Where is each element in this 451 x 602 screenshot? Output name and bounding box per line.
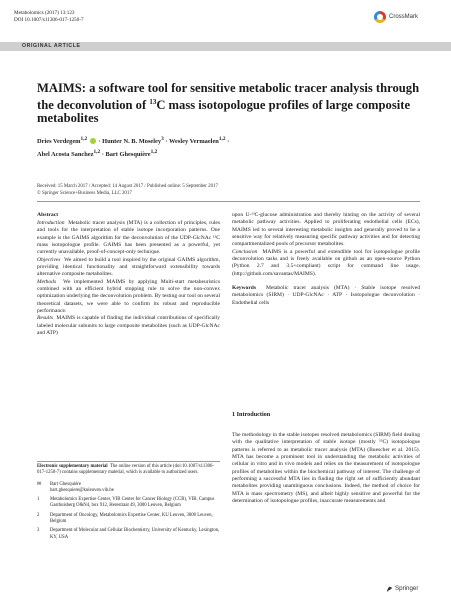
crossmark-icon	[374, 11, 386, 23]
introduction-text: The methodology in the stable isotopes resolved metabolomics (SIRM) field dealing with the qualitative interpretation of stable isotope (mostly ¹³C) isotopologue patterns is referred to as metabolic tracer analysis (MTA) (Buescher et al. 2015). MTA has become a prominent tool in understanding the metabolic activities of cellular in vitro and in vivo models and relies on the measurement of isotopologue profiles of metabolites within the biochemical pathway of interest. The challenge of performing a successful MTA lies in finding the right set of sufficiently abundant metabolites providing unambiguous conclusions. Indeed, the method of choice for MTA is mass spectrometry (MS), and albeit highly sensitive and powerful for the determination of isotopologue profiles, inaccurate measurements and	[232, 432, 420, 505]
envelope-icon: ✉	[37, 481, 41, 487]
abstract-results-continued: upon U-¹³C-glucose administration and thereby hinting on the activity of several metabolic pathway activities. Applied to proliferating endothelial cells (ECs), MAIMS led to several interesting metabolic insights and generally proved to be a sensitive way for relatively measuring specific pathway activities and for detecting compartmentalized pools of precursor metabolites.	[232, 212, 420, 248]
affiliation	[37, 513, 220, 526]
publisher-name: Springer	[395, 585, 419, 592]
abstract-label: Methods	[37, 278, 57, 285]
springer-horse-icon	[386, 586, 393, 592]
crossmark-badge[interactable]	[374, 10, 436, 24]
corresponding-name: Bart Ghesquière	[50, 481, 81, 487]
publisher-logo	[386, 585, 418, 592]
abstract-methods	[37, 279, 220, 316]
corresponding-details	[50, 482, 220, 495]
esm-label: Electronic supplementary material	[37, 464, 108, 469]
abstract-text: MAIMS is a powerful and extendible tool for isotopologue profile deconvolution tasks and is freely available on github as an open-source Python (Python 2.7 and 3.5+compliant) script for command line usage. (http://github.com/savantas/MAIMS).	[232, 248, 420, 277]
author-affil: 1,2	[218, 136, 226, 142]
author-link[interactable]: Dries Verdegem	[37, 138, 81, 146]
abstract-heading: Abstract	[37, 212, 59, 218]
doi-line: DOI 10.1007/s11306-017-1250-7	[14, 16, 84, 23]
header-divider	[37, 201, 420, 202]
abstract-label: Introduction	[37, 219, 65, 226]
corresponding-email[interactable]: bart.ghesquiere@kuleuven.vib.be	[50, 487, 114, 493]
author-link[interactable]: Abel Acosta Sanchez	[37, 151, 94, 159]
abstract-objectives	[37, 257, 220, 279]
abstract-text: We aimed to build a tool inspired by the original GAIMS algorithm, providing identical functionality and straightforward extensibility towards alternative composite metabolites.	[37, 256, 220, 278]
abstract-introduction	[37, 220, 220, 257]
affiliation-text: Metabolomics Expertise Center, VIB Center for Cancer Biology (CCB), VIB, Campus Gasthuisberg O&N4, box 912, Herestraat 49, 3000 Leuven, Belgium	[50, 497, 215, 509]
affiliation-number: 2	[37, 512, 40, 518]
abstract-results	[37, 315, 220, 337]
affiliation-number: 3	[37, 528, 40, 534]
author-link[interactable]: · Wesley Vermaelen	[163, 138, 219, 146]
keywords-label: Keywords	[232, 285, 257, 292]
footnote-divider	[37, 461, 220, 462]
author-separator: ·	[225, 138, 230, 146]
journal-header	[14, 10, 84, 23]
keywords-text: Metabolic tracer analysis (MTA) · Stable isotope resolved metabolomics (SIRM) · UDP-GlcNAc · ATP · Isotopologue deconvolution · Endothelial cells	[232, 285, 420, 306]
publication-dates	[37, 183, 417, 197]
abstract-right-column	[232, 212, 420, 307]
abstract-label: Conclusion	[232, 248, 258, 255]
affiliation	[37, 497, 220, 510]
abstract-text: We implemented MAIMS by applying Multi-start metaheuristics combined with an efficient hybrid stopping rule to solve the non-convex optimization underlying the deconvolution problem. By testing our tool on several theoretical datasets, we were able to confirm its robust and reproducible performance.	[37, 278, 220, 314]
affiliation-text: Department of Oncology, Metabolomics Expertise Center, KU Leuven, 3000 Leuven, Belgium	[50, 512, 213, 525]
crossmark-label: CrossMark	[389, 14, 419, 20]
history-line: Received: 15 March 2017 / Accepted: 14 August 2017 / Published online: 5 September 2017	[37, 184, 218, 189]
title-superscript: 13	[149, 97, 157, 106]
copyright-line: © Springer Science+Business Media, LLC 2017	[37, 191, 132, 196]
article-title	[37, 82, 437, 126]
keywords	[232, 285, 420, 307]
abstract-label: Objectives	[37, 256, 61, 263]
esm-note	[37, 464, 220, 477]
author-affil: 1,2	[150, 149, 158, 156]
affiliation-text: Department of Molecular and Cellular Biochemistry, University of Kentucky, Lexington, KY, USA	[50, 528, 220, 540]
abstract-left-column	[37, 212, 220, 337]
abstract-text: Metabolic tracer analysis (MTA) is a collection of principles, rules and tools for the interpretation of stable isotope incorporation patterns. One example is the GAIMS algorithm for the deconvolution of the UDP-GlcNAc ¹³C mass isotopologue profile. GAIMS has been presented as a powerful, yet currently unavailable, proof-of-concept-only technique.	[37, 219, 221, 256]
title-part-2: C mass isotopologue profiles of large composite metabolites	[37, 97, 411, 126]
article-type-label: ORIGINAL ARTICLE	[22, 43, 81, 49]
author-list	[37, 134, 417, 160]
author-affil: 1,2	[80, 136, 88, 142]
author-link[interactable]: · Bart Ghesquière	[100, 151, 151, 159]
orcid-icon[interactable]	[90, 138, 96, 144]
esm-text[interactable]: The online version of this article (doi:10.1007/s11306-017-1250-7) contains supplementary material, which is available to authorized users.	[37, 464, 214, 476]
affiliation-number: 1	[37, 497, 40, 503]
journal-citation: Metabolomics (2017) 13:123	[14, 10, 75, 16]
abstract-label: Results	[37, 315, 54, 322]
footnotes	[37, 464, 220, 541]
author-affil: 3	[161, 136, 164, 142]
abstract-conclusion	[232, 249, 420, 278]
author-link[interactable]: · Hunter N. B. Moseley	[96, 138, 162, 146]
corresponding-author	[37, 482, 220, 495]
title-part-1: MAIMS: a software tool for sensitive metabolic tracer analysis through the deconvolution of	[37, 81, 420, 112]
author-line-2	[37, 147, 417, 160]
section-heading-introduction: 1 Introduction	[232, 411, 271, 418]
affiliation	[37, 528, 220, 541]
author-line-1	[37, 134, 417, 147]
abstract-text: MAIMS is capable of finding the individual contributions of specifically labeled molecular subunits to large composite metabolites (such as UDP-GlcNAc and ATP)	[37, 315, 220, 336]
author-affil: 1,2	[93, 149, 101, 156]
